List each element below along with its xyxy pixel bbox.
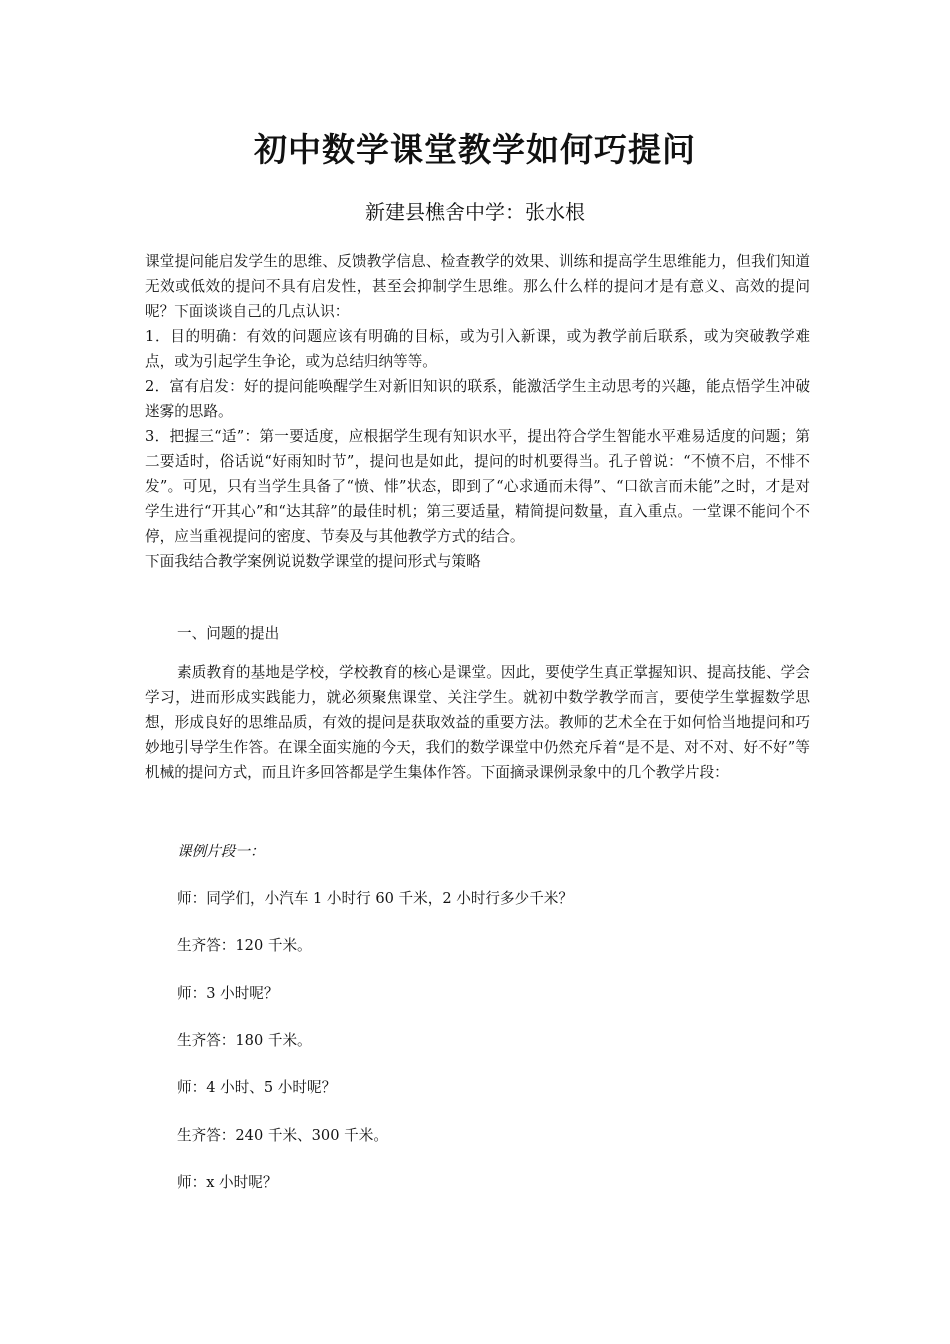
dialogue-line: 师：x 小时呢？ — [177, 1174, 278, 1191]
document-title: 初中数学课堂教学如何巧提问 — [254, 130, 696, 169]
point-1: 1．目的明确：有效的问题应该有明确的目标，或为引入新课，或为教学前后联系，或为突破教学难点，或为引起学生争论，或为总结归纳等等。 — [145, 328, 810, 370]
dialogue-line: 师：3 小时呢？ — [177, 985, 279, 1002]
intro-paragraph: 课堂提问能启发学生的思维、反馈教学信息、检查教学的效果、训练和提高学生思维能力，但我们知道无效或低效的提问不具有启发性，甚至会抑制学生思维。那么什么样的提问才是有意义、高效的提问呢？下面谈谈自己的几点认识： — [145, 253, 810, 320]
intro-block — [145, 249, 810, 574]
section-heading: 一、问题的提出 — [177, 625, 280, 642]
transition-line: 下面我结合教学案例说说数学课堂的提问形式与策略 — [145, 553, 481, 570]
point-2: 2．富有启发：好的提问能唤醒学生对新旧知识的联系，能激活学生主动思考的兴趣，能点悟学生冲破迷雾的思路。 — [145, 378, 810, 420]
example-label: 课例片段一： — [177, 843, 265, 860]
section-paragraph: 素质教育的基地是学校，学校教育的核心是课堂。因此，要使学生真正掌握知识、提高技能、学会学习，进而形成实践能力，就必须聚焦课堂、关注学生。就初中数学教学而言，要使学生掌握数学思想，形成良好的思维品质，有效的提问是获取效益的重要方法。教师的艺术全在于如何恰当地提问和巧妙地引导学生作答。在课全面实施的今天，我们的数学课堂中仍然充斥着“是不是、对不对、好不好”等机械的提问方式，而且许多回答都是学生集体作答。下面摘录课例录象中的几个教学片段： — [145, 664, 810, 781]
dialogue-line: 师：同学们，小汽车 1 小时行 60 千米，2 小时行多少千米？ — [177, 890, 573, 907]
dialogue-line: 生齐答：120 千米。 — [177, 937, 312, 954]
section-body — [145, 660, 810, 785]
dialogue-line: 生齐答：240 千米、300 千米。 — [177, 1127, 388, 1144]
point-3: 3．把握三“适”：第一要适度，应根据学生现有知识水平，提出符合学生智能水平难易适度的问题；第二要适时，俗话说“好雨知时节”，提问也是如此，提问的时机要得当。孔子曾说：“不愤不启，不悱不发”。可见，只有当学生具备了“愤、悱”状态，即到了“心求通而未得”、“口欲言而未能”之时，才是对学生进行“开其心”和“达其辞”的最佳时机；第三要适量，精简提问数量，直入重点。一堂课不能问个不停，应当重视提问的密度、节奏及与其他教学方式的结合。 — [145, 428, 810, 545]
dialogue-line: 生齐答：180 千米。 — [177, 1032, 312, 1049]
author-line: 新建县樵舍中学：张水根 — [365, 200, 585, 224]
dialogue-line: 师：4 小时、5 小时呢？ — [177, 1079, 337, 1096]
